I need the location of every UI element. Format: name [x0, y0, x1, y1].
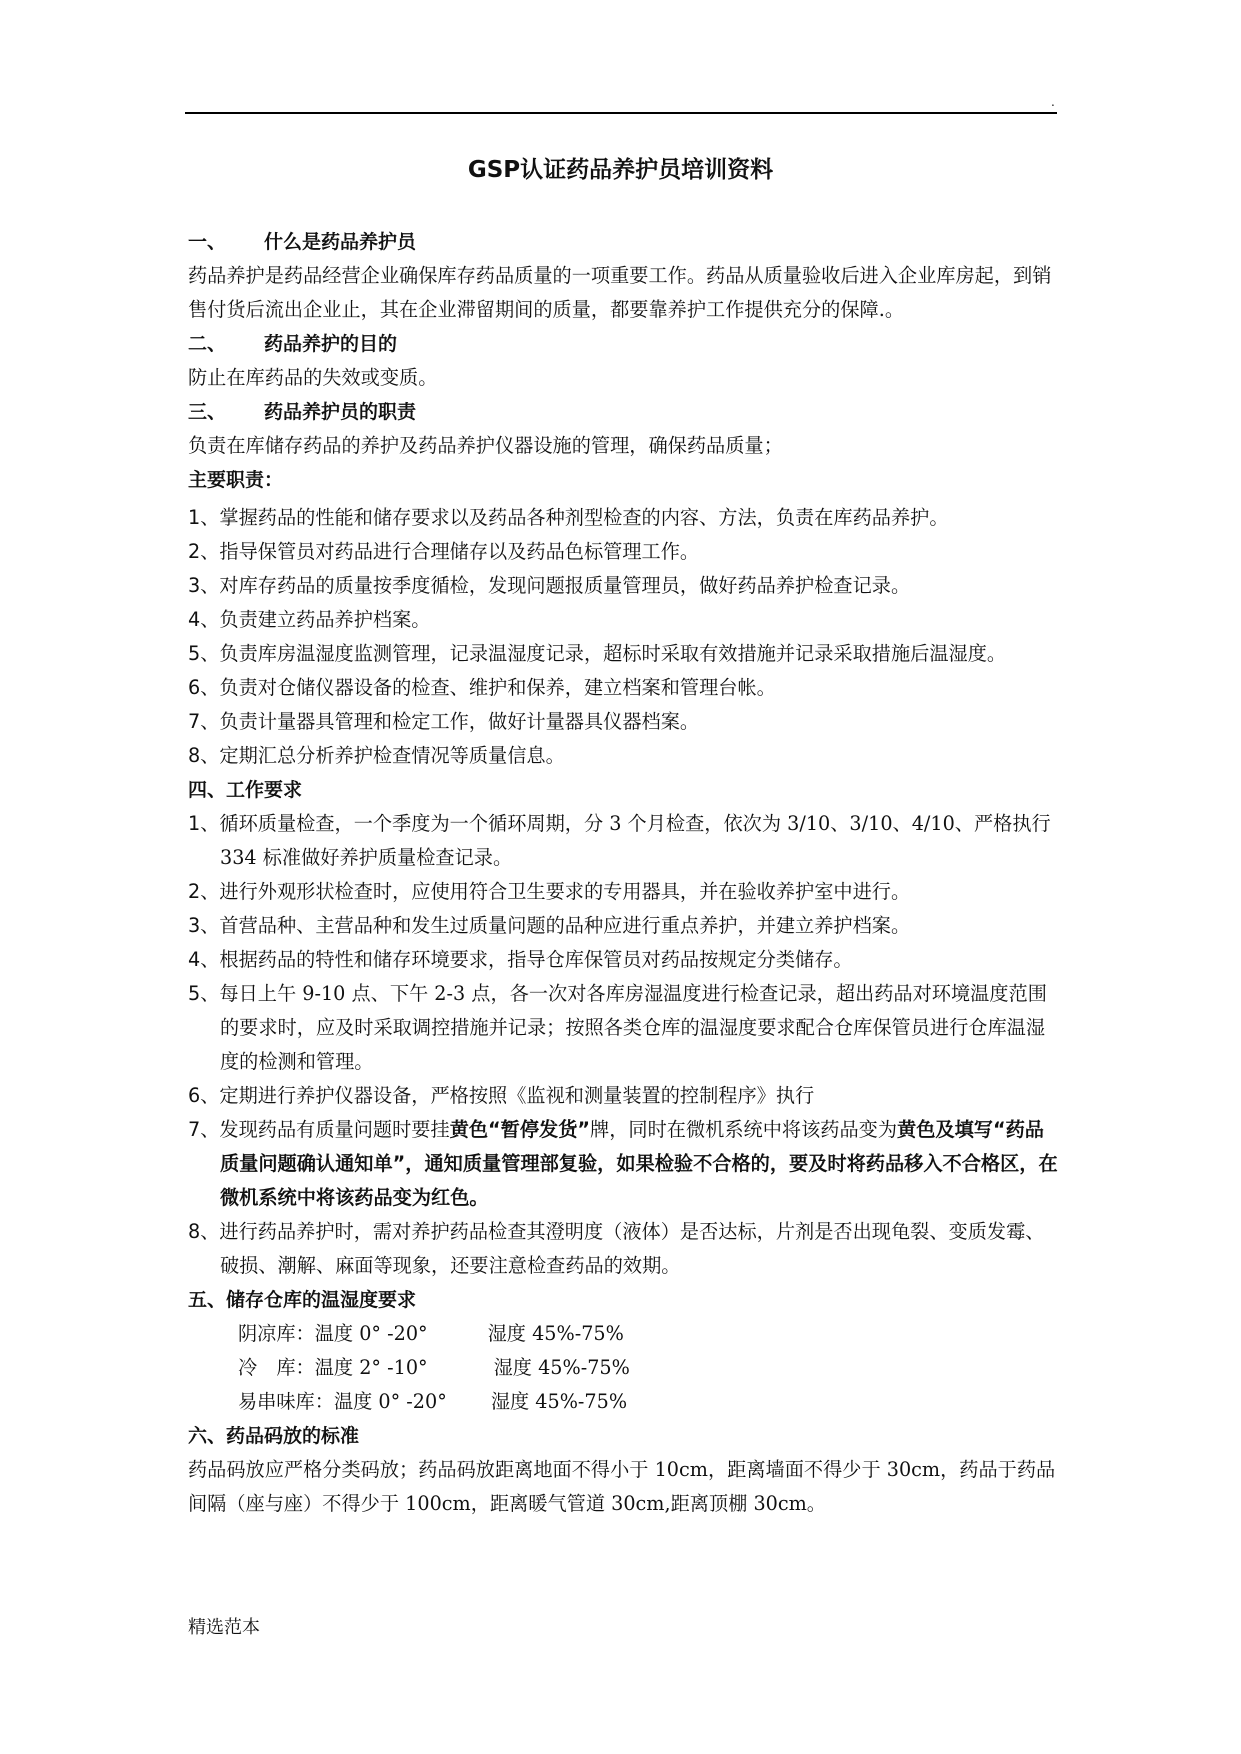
storage-humidity: 湿度 45%-75% — [490, 1390, 628, 1413]
list-item — [188, 569, 1058, 603]
section-5-heading: 五、储存仓库的温湿度要求 — [188, 1289, 417, 1311]
item-number: 4、 — [188, 608, 220, 631]
list-item — [188, 535, 1058, 569]
item-number: 6、 — [188, 1084, 220, 1107]
section-2-number: 二、 — [188, 333, 227, 355]
item-number: 5、 — [188, 982, 220, 1005]
section-3-number: 三、 — [188, 401, 227, 423]
storage-name: 易串味库： — [238, 1390, 334, 1413]
item-text: 循环质量检查，一个季度为一个循环周期，分 3 个月检查，依次为 3/10、3/10、4/10、严格执行 334 标准做好养护质量检查记录。 — [219, 812, 1051, 869]
item-text-bold: 黄色“暂停发货” — [449, 1118, 591, 1141]
item-text: 负责建立药品养护档案。 — [219, 608, 431, 631]
section-3-list — [188, 501, 1058, 773]
item-text: 定期汇总分析养护检查情况等质量信息。 — [219, 744, 565, 767]
list-item — [188, 739, 1058, 773]
section-4-list — [188, 807, 1058, 1283]
storage-row — [188, 1351, 1058, 1385]
item-text: 负责库房温湿度监测管理，记录温湿度记录，超标时采取有效措施并记录采取措施后温湿度。 — [219, 642, 1007, 665]
list-item — [188, 671, 1058, 705]
item-text: 掌握药品的性能和储存要求以及药品各种剂型检查的内容、方法，负责在库药品养护。 — [219, 506, 949, 529]
storage-humidity: 湿度 45%-75% — [487, 1322, 624, 1345]
section-1-heading — [188, 225, 1058, 259]
list-item — [188, 1079, 1058, 1113]
storage-temperature: 温度 2° -10° — [314, 1356, 428, 1379]
storage-requirements — [188, 1317, 1058, 1419]
section-3-heading — [188, 395, 1058, 429]
section-3-body: 负责在库储存药品的养护及药品养护仪器设施的管理，确保药品质量； — [188, 434, 783, 457]
item-number: 4、 — [188, 948, 220, 971]
list-item — [188, 705, 1058, 739]
section-3-subheading: 主要职责： — [188, 469, 284, 491]
list-item — [188, 1215, 1058, 1283]
list-item — [188, 909, 1058, 943]
section-2-heading — [188, 327, 1058, 361]
document-body — [188, 225, 1058, 1521]
storage-row — [188, 1317, 1058, 1351]
item-number: 1、 — [188, 506, 220, 529]
header-rule — [185, 112, 1057, 114]
list-item — [188, 501, 1058, 535]
storage-row — [188, 1385, 1058, 1419]
header-dot: . — [1051, 95, 1055, 109]
section-2-title: 药品养护的目的 — [264, 333, 398, 355]
item-number: 2、 — [188, 540, 220, 563]
list-item — [188, 807, 1058, 875]
item-text: 牌，同时在微机系统中将该药品变为 — [590, 1118, 898, 1141]
list-item — [188, 943, 1058, 977]
storage-name: 冷 库： — [238, 1356, 315, 1379]
section-1-number: 一、 — [188, 231, 227, 253]
list-item — [188, 875, 1058, 909]
section-6-body: 药品码放应严格分类码放；药品码放距离地面不得小于 10cm，距离墙面不得少于 30cm，药品于药品间隔（座与座）不得少于 100cm，距离暖气管道 30cm,距离顶棚 30cm。 — [188, 1458, 1056, 1515]
item-text: 对库存药品的质量按季度循检，发现问题报质量管理员，做好药品养护检查记录。 — [219, 574, 911, 597]
storage-temperature: 温度 0° -20° — [333, 1390, 447, 1413]
item-number: 5、 — [188, 642, 220, 665]
item-text: 每日上午 9-10 点、下午 2-3 点，各一次对各库房湿温度进行检查记录，超出药品对环境温度范围的要求时，应及时采取调控措施并记录；按照各类仓库的温湿度要求配合仓库保管员进行仓库温湿度的检测和管理。 — [219, 982, 1047, 1073]
item-text-bold: 黄色及填写“药品质量问题确认通知单”，通知质量管理部复验，如果检验不合格的，要及时将药品移入不合格区，在微机系统中将该药品变为红色。 — [220, 1118, 1058, 1209]
storage-name: 阴凉库： — [238, 1322, 315, 1345]
item-text: 指导保管员对药品进行合理储存以及药品色标管理工作。 — [219, 540, 700, 563]
section-3-title: 药品养护员的职责 — [264, 401, 417, 423]
item-text: 定期进行养护仪器设备，严格按照《监视和测量装置的控制程序》执行 — [219, 1084, 815, 1107]
item-number: 6、 — [188, 676, 220, 699]
item-number: 8、 — [188, 744, 220, 767]
item-text: 负责计量器具管理和检定工作，做好计量器具仪器档案。 — [219, 710, 700, 733]
section-1-title: 什么是药品养护员 — [264, 231, 417, 253]
document-title: GSP认证药品养护员培训资料 — [467, 157, 774, 183]
item-number: 2、 — [188, 880, 220, 903]
section-1-body: 药品养护是药品经营企业确保库存药品质量的一项重要工作。药品从质量验收后进入企业库房起，到销售付货后流出企业止，其在企业滞留期间的质量，都要靠养护工作提供充分的保障.。 — [188, 264, 1052, 321]
item-text: 负责对仓储仪器设备的检查、维护和保养，建立档案和管理台帐。 — [219, 676, 776, 699]
item-text: 发现药品有质量问题时要挂 — [219, 1118, 450, 1141]
item-text: 首营品种、主营品种和发生过质量问题的品种应进行重点养护，并建立养护档案。 — [219, 914, 911, 937]
list-item — [188, 977, 1058, 1079]
item-text: 根据药品的特性和储存环境要求，指导仓库保管员对药品按规定分类储存。 — [219, 948, 853, 971]
list-item — [188, 603, 1058, 637]
item-number: 3、 — [188, 914, 220, 937]
item-number: 3、 — [188, 574, 220, 597]
list-item-7 — [188, 1113, 1058, 1215]
item-text: 进行药品养护时，需对养护药品检查其澄明度（液体）是否达标，片剂是否出现龟裂、变质发霉、破损、潮解、麻面等现象，还要注意检查药品的效期。 — [219, 1220, 1045, 1277]
storage-temperature: 温度 0° -20° — [314, 1322, 428, 1345]
section-4-heading: 四、工作要求 — [188, 779, 303, 801]
item-text: 进行外观形状检查时，应使用符合卫生要求的专用器具，并在验收养护室中进行。 — [219, 880, 911, 903]
item-number: 7、 — [188, 1118, 220, 1141]
item-number: 8、 — [188, 1220, 220, 1243]
footer-text: 精选范本 — [188, 1617, 260, 1638]
section-6-heading: 六、药品码放的标准 — [188, 1425, 360, 1447]
item-number: 7、 — [188, 710, 220, 733]
list-item — [188, 637, 1058, 671]
item-number: 1、 — [188, 812, 220, 835]
section-2-body: 防止在库药品的失效或变质。 — [188, 366, 438, 389]
storage-humidity: 湿度 45%-75% — [493, 1356, 630, 1379]
